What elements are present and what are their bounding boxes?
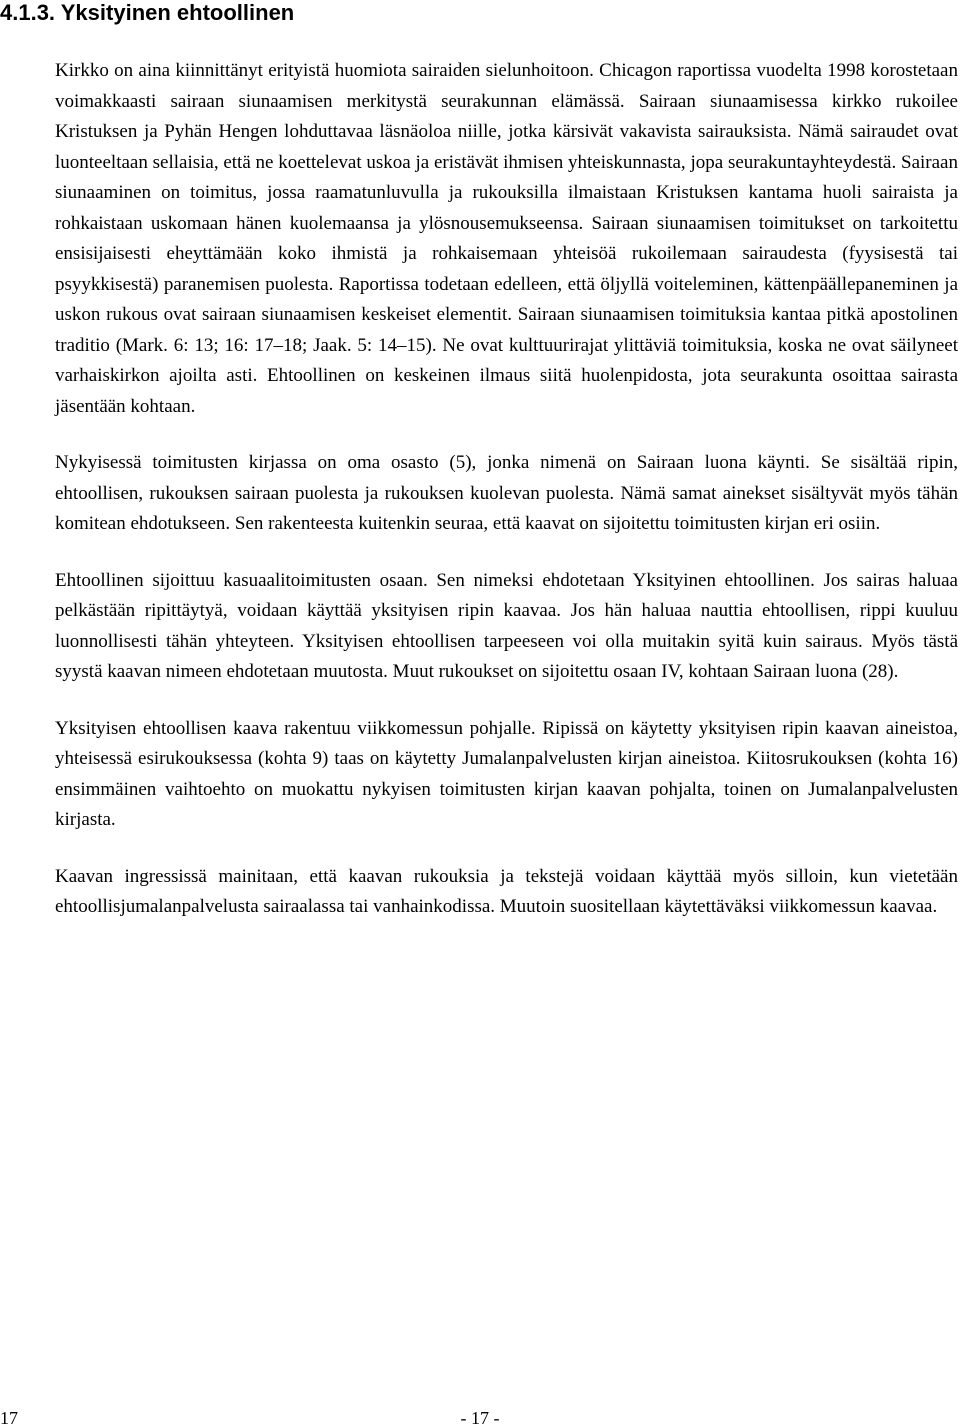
footer-page-number: - 17 -: [460, 1408, 500, 1428]
paragraph-placement: Ehtoollinen sijoittuu kasuaalitoimitusten osaan. Sen nimeksi ehdotetaan Yksityinen ehtoollinen. Jos sairas haluaa pelkästään ripittäytyä, voidaan käyttää yksityisen ripin kaavaa. Jos hän haluaa nauttia ehtoollisen, rippi kuuluu luonnollisesti tähän yhteyteen. Yksityisen ehtoollisen tarpeeseen voi olla muitakin syitä kuin sairaus. Myös tästä syystä kaavan nimeen ehdotetaan muutosta. Muut rukoukset on sijoitettu osaan IV, kohtaan Sairaan luona (28).: [55, 569, 958, 682]
section-heading: 4.1.3. Yksityinen ehtoollinen: [0, 0, 295, 25]
footer-left-number: 17: [0, 1408, 18, 1428]
paragraph-current-book: Nykyisessä toimitusten kirjassa on oma osasto (5), jonka nimenä on Sairaan luona käynti. Se sisältää ripin, ehtoollisen, rukouksen sairaan puolesta ja rukouksen kuolevan puolesta. Nämä samat ainekset sisältyvät myös tähän komitean ehdotukseen. Sen rakenteesta kuitenkin seuraa, että kaavat on sijoitettu toimitusten kirjan eri osiin.: [55, 452, 958, 534]
paragraph-sick-care: Kirkko on aina kiinnittänyt erityistä huomiota sairaiden sielunhoitoon. Chicagon raportissa vuodelta 1998 korostetaan voimakkaasti sairaan siunaamisen merkitystä seurakunnan elämässä. Sairaan siunaamisessa kirkko rukoilee Kristuksen ja Pyhän Hengen lohduttavaa läsnäoloa niille, jotka kärsivät vakavista sairauksista. Nämä sairaudet ovat luonteeltaan sellaisia, että ne koettelevat uskoa ja eristävät ihmisen yhteiskunnasta, jopa seurakuntayhteydestä. Sairaan siunaaminen on toimitus, jossa raamatunluvulla ja rukouksilla ilmaistaan Kristuksen kantama huoli sairaista ja rohkaistaan uskomaan hänen kuolemaansa ja ylösnousemukseensa. Sairaan siunaamisen toimitukset on tarkoitettu ensisijaisesti eheyttämään koko ihmistä ja rohkaisemaan yhteisöä rukoilemaan sairaudesta (fyysisestä tai psyykkisestä) paranemisen puolesta. Raportissa todetaan edelleen, että öljyllä voiteleminen, kättenpäällepaneminen ja uskon rukous ovat sairaan siunaamisen keskeiset elementit. Sairaan siunaamisen toimituksia kantaa pitkä apostolinen traditio (Mark. 6: 13; 16: 17–18; Jaak. 5: 14–15). Ne ovat kulttuurirajat ylittäviä toimituksia, koska ne ovat säilyneet varhaiskirkon ajoilta asti. Ehtoollinen on keskeinen ilmaus siitä huolenpidosta, jota seurakunta osoittaa sairasta jäsentään kohtaan.: [55, 60, 958, 417]
paragraph-ingress: Kaavan ingressissä mainitaan, että kaavan rukouksia ja tekstejä voidaan käyttää myös silloin, kun vietetään ehtoollisjumalanpalvelusta sairaalassa tai vanhainkodissa. Muutoin suositellaan käytettäväksi viikkomessun kaavaa.: [55, 865, 958, 917]
body-text: [55, 56, 958, 949]
paragraph-structure: Yksityisen ehtoollisen kaava rakentuu viikkomessun pohjalle. Ripissä on käytetty yksityisen ripin kaavan aineistoa, yhteisessä esirukouksessa (kohta 9) taas on käytetty Jumalanpalvelusten kirjan aineistoa. Kiitosrukouksen (kohta 16) ensimmäinen vaihtoehto on muokattu nykyisen toimitusten kirjan kaavan pohjalta, toinen on Jumalanpalvelusten kirjasta.: [55, 717, 958, 830]
